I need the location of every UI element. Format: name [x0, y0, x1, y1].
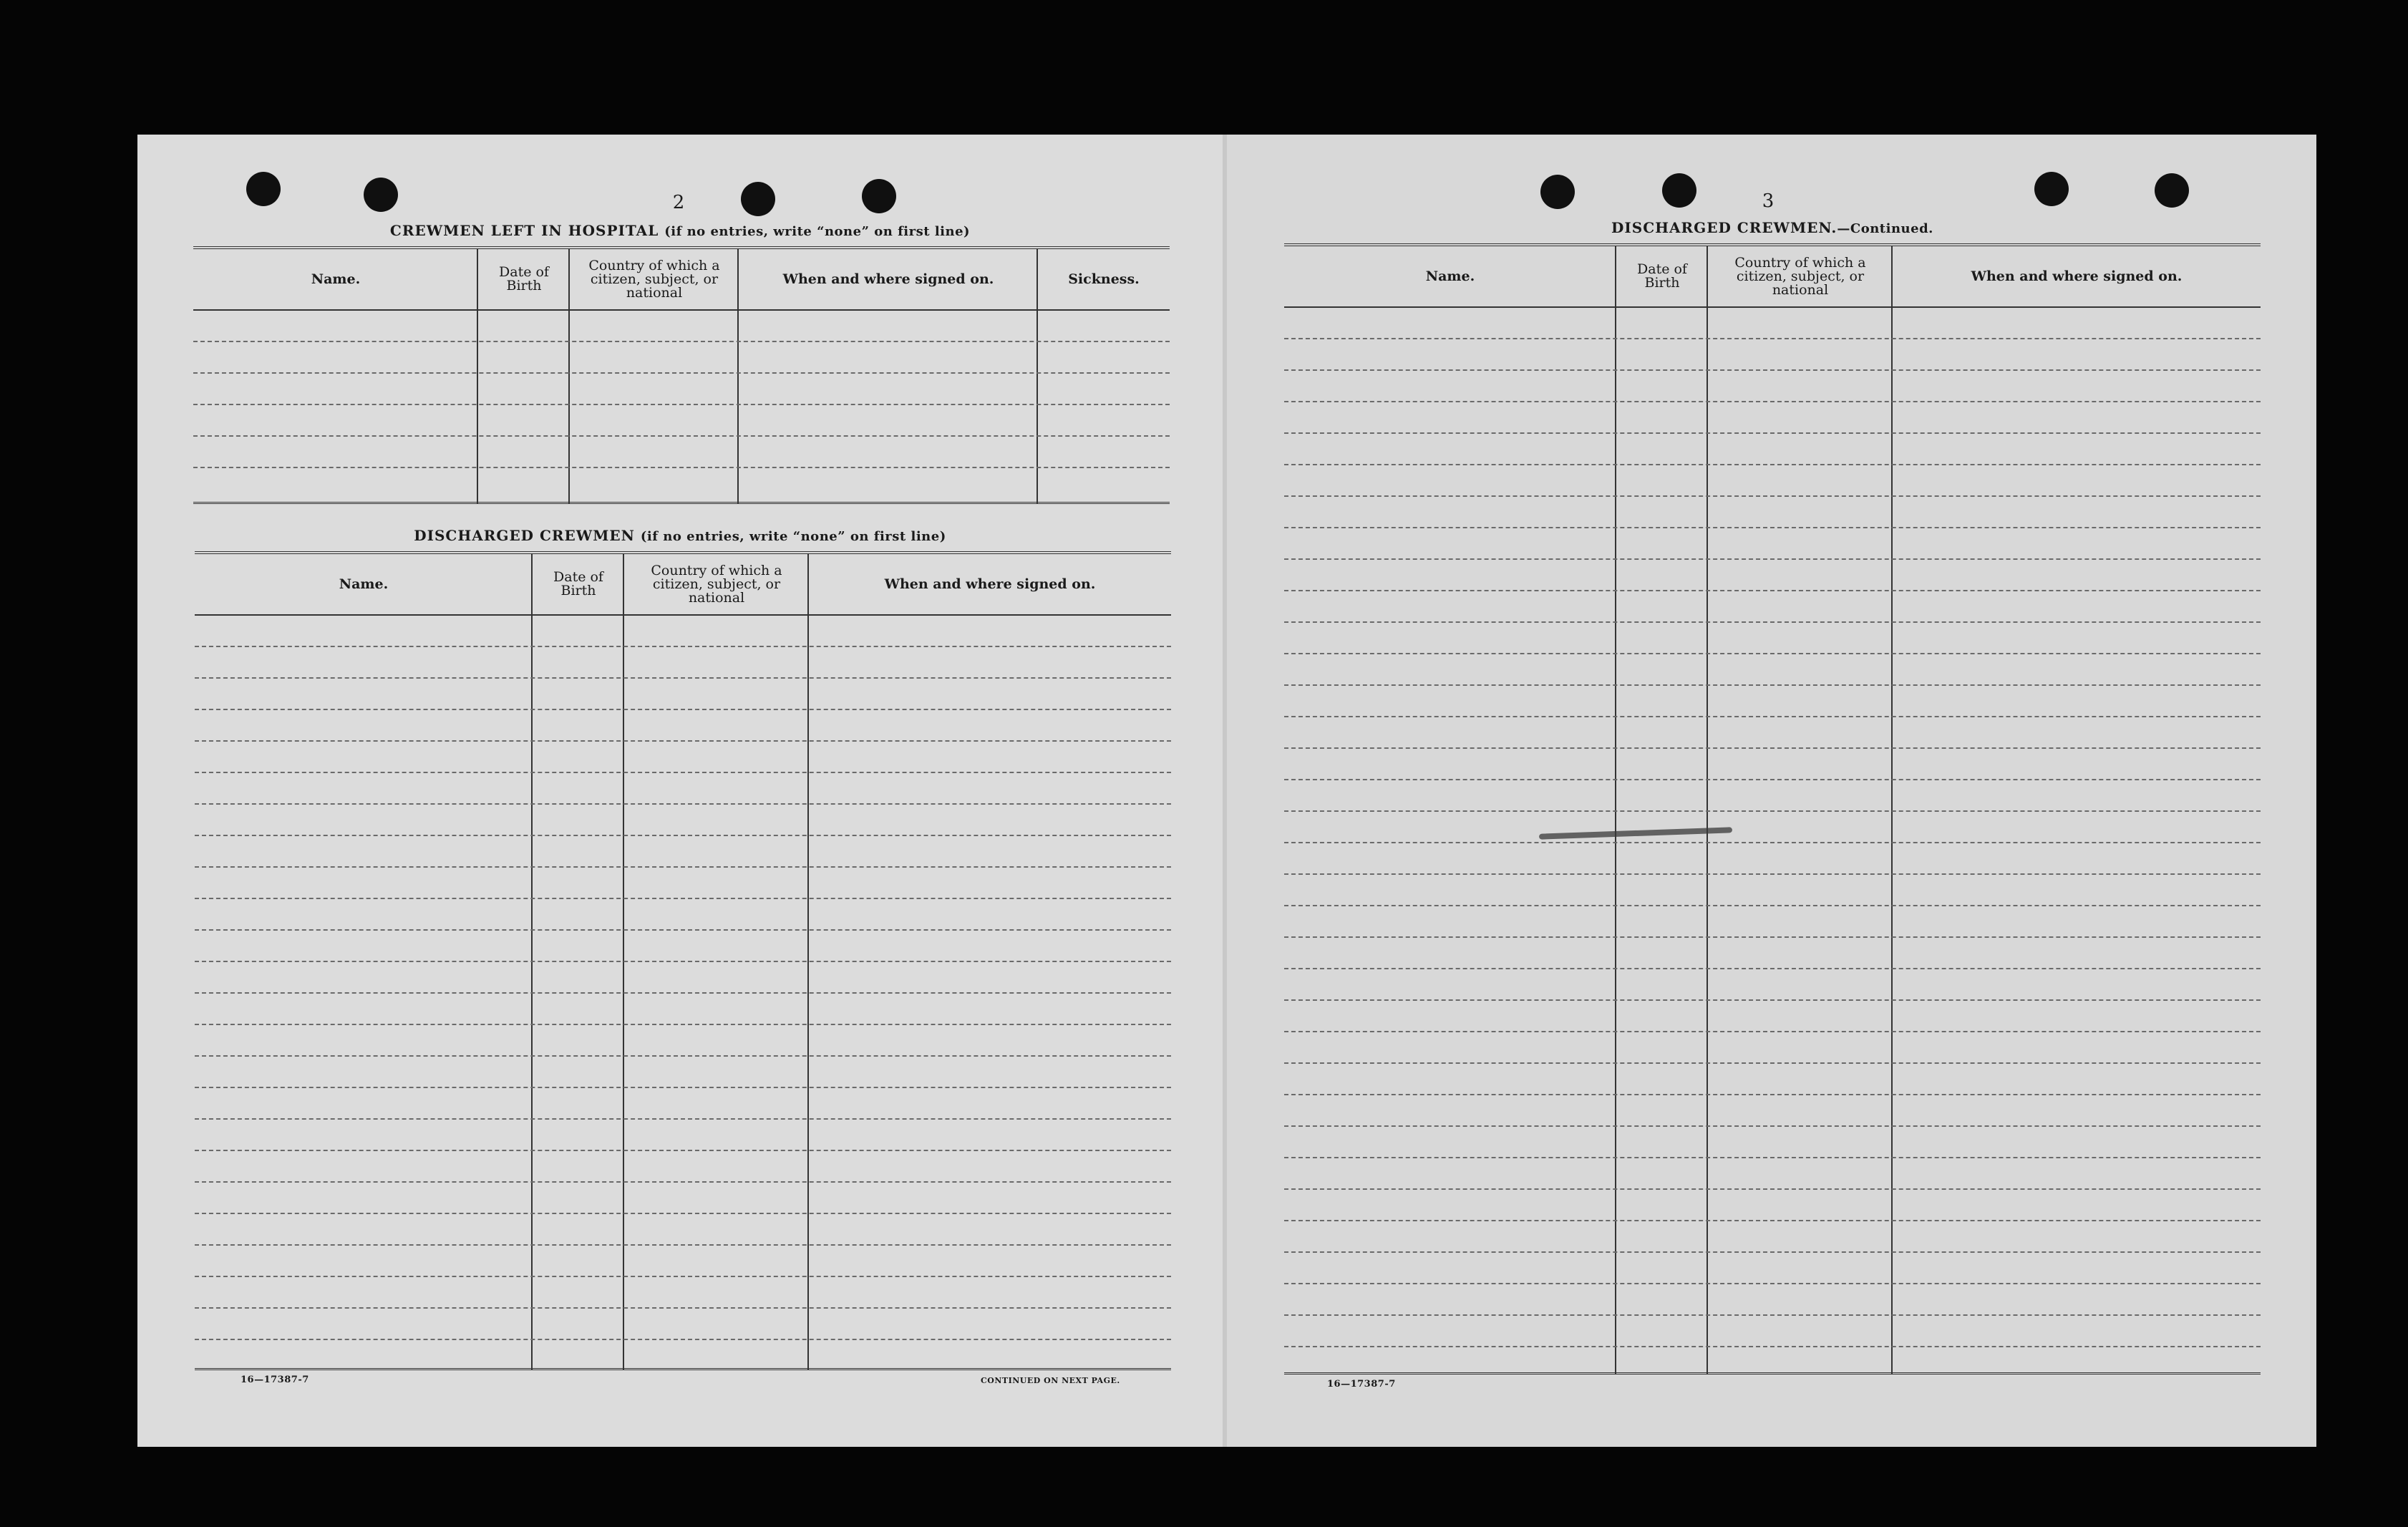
punch-hole — [1540, 175, 1575, 209]
col-signed-header: When and where signed on. — [1971, 268, 2183, 284]
entry-line — [195, 740, 1171, 742]
entry-line — [1284, 621, 2261, 623]
entry-line — [1284, 1314, 2261, 1316]
continued-note: CONTINUED ON NEXT PAGE. — [981, 1376, 1120, 1385]
entry-line — [195, 1118, 1171, 1120]
form-code: 16—17387-7 — [241, 1375, 309, 1385]
entry-line — [1284, 464, 2261, 465]
punch-hole — [2155, 173, 2189, 208]
entry-line — [195, 1276, 1171, 1277]
discharged-table-header — [1284, 246, 2261, 308]
col-country-header: Country of which a citizen, subject, or national — [1734, 254, 1866, 298]
hospital-table-header — [193, 249, 1170, 311]
discharged-title-note: (if no entries, write “none” on first line) — [640, 529, 946, 544]
entry-line — [195, 1307, 1171, 1309]
form-code: 16—17387-7 — [1327, 1379, 1396, 1390]
entry-line — [195, 929, 1171, 931]
entry-line — [1284, 747, 2261, 749]
col-sickness-header: Sickness. — [1068, 271, 1140, 287]
col-signed-header: When and where signed on. — [884, 576, 1096, 592]
entry-line — [1284, 401, 2261, 402]
hospital-title-note: (if no entries, write “none” on first line) — [664, 224, 971, 239]
discharged-section-title — [193, 527, 1167, 544]
page-number: 3 — [1762, 190, 1775, 212]
entry-line — [195, 1181, 1171, 1183]
page-number: 2 — [672, 192, 685, 213]
entry-line — [1284, 810, 2261, 812]
col-country-header: Country of which a citizen, subject, or national — [588, 257, 720, 301]
entry-line — [1284, 779, 2261, 780]
punch-hole — [862, 179, 896, 213]
punch-hole — [364, 178, 398, 212]
hospital-title-text: CREWMEN LEFT IN HOSPITAL — [389, 222, 659, 239]
entry-line — [1284, 590, 2261, 591]
entry-line — [195, 866, 1171, 868]
entry-line — [195, 646, 1171, 647]
entry-line — [195, 772, 1171, 773]
continued-title-text: DISCHARGED CREWMEN. — [1611, 219, 1837, 236]
entry-line — [1284, 936, 2261, 938]
entry-line — [1284, 1125, 2261, 1127]
entry-line — [1284, 653, 2261, 654]
entry-line — [1284, 495, 2261, 497]
entry-line — [195, 1244, 1171, 1246]
entry-line — [1284, 873, 2261, 875]
entry-line — [1284, 968, 2261, 969]
col-name-header: Name. — [339, 576, 389, 592]
discharged-table-rows — [1284, 306, 2261, 1373]
entry-line — [1284, 1094, 2261, 1095]
entry-line — [195, 1055, 1171, 1057]
discharged-table-header — [195, 554, 1171, 616]
hospital-section-title — [193, 222, 1167, 239]
col-dob-header: Date of Birth — [1637, 261, 1687, 291]
entry-line — [1284, 842, 2261, 843]
continued-title-suffix: —Continued. — [1837, 221, 1933, 236]
entry-line — [1284, 432, 2261, 434]
entry-line — [1284, 716, 2261, 717]
entry-line — [1284, 558, 2261, 560]
entry-line — [195, 1339, 1171, 1340]
discharged-table-rows — [195, 614, 1171, 1369]
entry-line — [195, 992, 1171, 994]
punch-hole — [1662, 173, 1696, 208]
col-country-header: Country of which a citizen, subject, or national — [651, 562, 782, 606]
discharged-table-left — [195, 551, 1171, 1370]
col-dob-header: Date of Birth — [499, 264, 549, 294]
col-name-header: Name. — [1425, 268, 1475, 284]
continued-section-title — [1284, 219, 2261, 236]
entry-line — [1284, 684, 2261, 686]
entry-line — [193, 372, 1170, 374]
entry-line — [1284, 527, 2261, 528]
entry-line — [195, 1150, 1171, 1151]
entry-line — [1284, 1251, 2261, 1253]
entry-line — [193, 404, 1170, 405]
entry-line — [195, 898, 1171, 899]
punch-hole — [2034, 172, 2069, 206]
col-name-header: Name. — [311, 271, 361, 287]
entry-line — [1284, 1062, 2261, 1064]
entry-line — [1284, 905, 2261, 906]
hospital-table-rows — [193, 309, 1170, 503]
discharged-title-text: DISCHARGED CREWMEN — [414, 527, 635, 544]
hospital-table — [193, 246, 1170, 504]
entry-line — [193, 341, 1170, 342]
entry-line — [195, 1213, 1171, 1214]
entry-line — [195, 677, 1171, 679]
entry-line — [1284, 338, 2261, 339]
entry-line — [1284, 999, 2261, 1001]
entry-line — [195, 1024, 1171, 1025]
punch-hole — [246, 172, 281, 206]
entry-line — [195, 803, 1171, 805]
entry-line — [1284, 1283, 2261, 1284]
col-dob-header: Date of Birth — [553, 569, 603, 598]
page-fold — [1223, 135, 1227, 1447]
entry-line — [195, 835, 1171, 836]
entry-line — [195, 709, 1171, 710]
entry-line — [193, 435, 1170, 437]
discharged-table-right — [1284, 243, 2261, 1375]
entry-line — [1284, 369, 2261, 371]
col-signed-header: When and where signed on. — [782, 271, 994, 287]
entry-line — [1284, 1188, 2261, 1190]
entry-line — [1284, 1157, 2261, 1158]
entry-line — [195, 1087, 1171, 1088]
entry-line — [193, 467, 1170, 468]
entry-line — [195, 961, 1171, 962]
entry-line — [1284, 1031, 2261, 1032]
entry-line — [1284, 1346, 2261, 1347]
punch-hole — [741, 182, 775, 216]
entry-line — [1284, 1220, 2261, 1221]
